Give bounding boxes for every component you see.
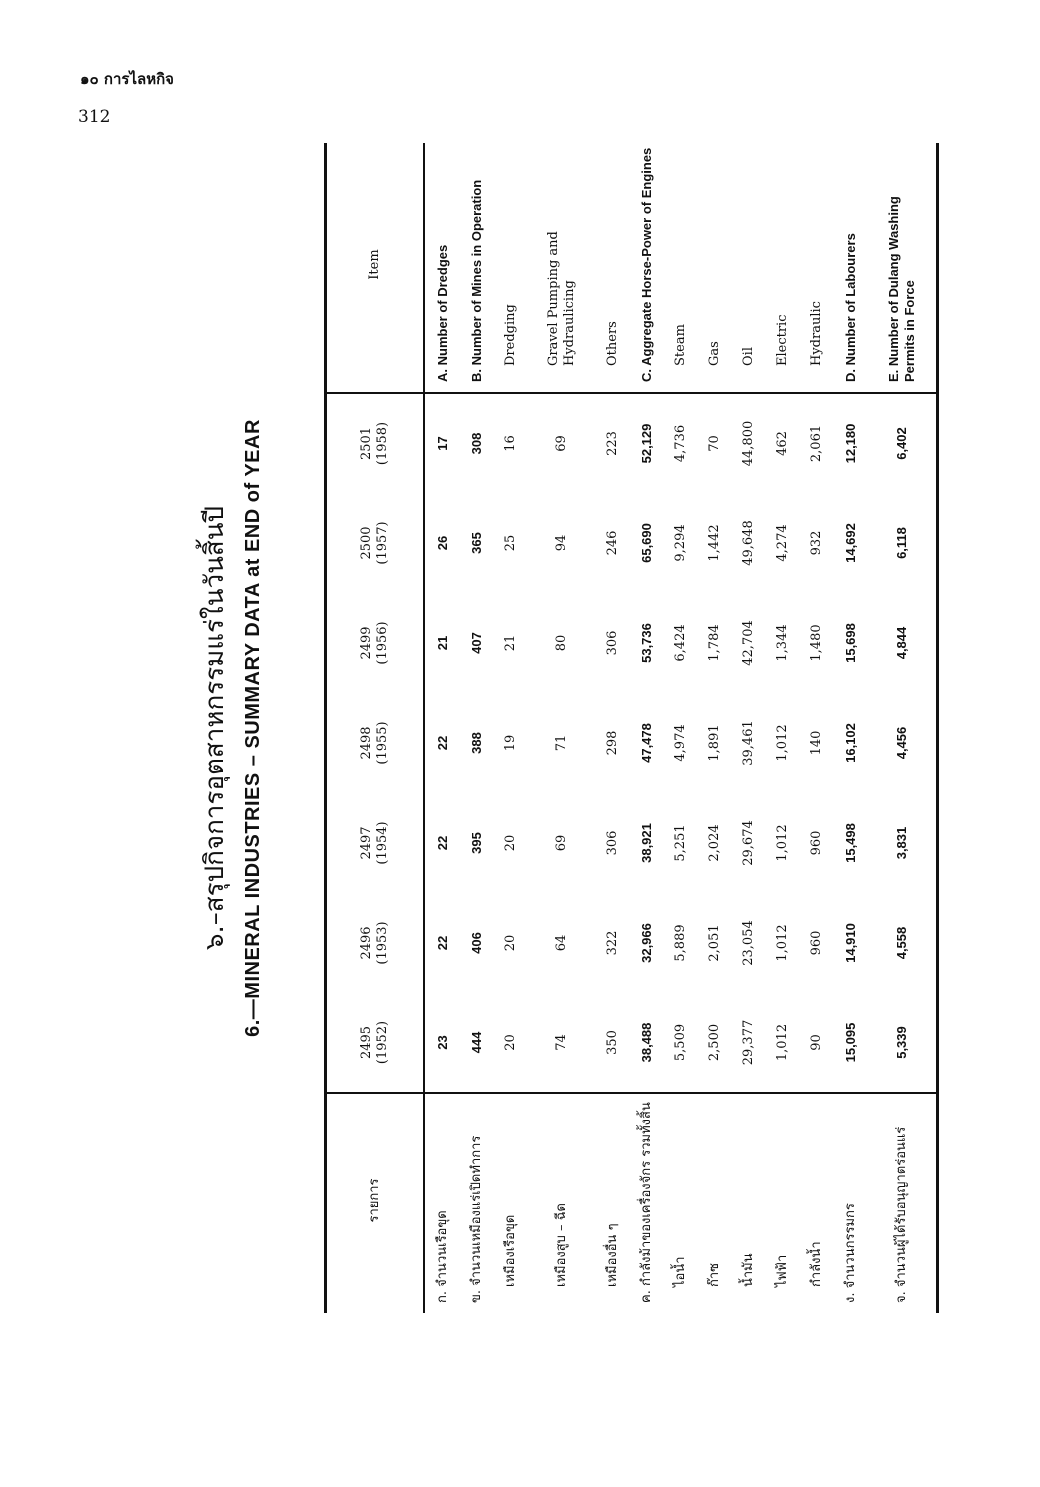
year-be: 2497 (359, 826, 374, 860)
header-year-1958 (327, 393, 424, 493)
table-cell: 1,012 (774, 724, 790, 762)
table-cell: 1,891 (706, 724, 722, 762)
table-cell: 23,054 (740, 920, 756, 966)
table-cell: 3,831 (893, 826, 909, 860)
row-label-english: C. Aggregate Horse-Power of Engines (630, 143, 664, 393)
table-cell: 4,974 (673, 724, 688, 762)
table-cell: 65,690 (639, 523, 655, 563)
table-row (424, 143, 460, 1313)
table-cell: 74 (554, 1034, 570, 1051)
table-cell: 69 (554, 834, 570, 852)
row-label-english: D. Number of Labourers (834, 143, 868, 393)
row-label-thai: ข. จำนวนเหมืองแร่เปิดทำการ (460, 1093, 494, 1313)
table-row (460, 143, 494, 1313)
table-cell: 9,294 (673, 524, 688, 562)
table-cell: 2,500 (706, 1023, 722, 1062)
row-label-english: Steam (664, 143, 698, 393)
row-label-thai: น้ำมัน (732, 1093, 766, 1313)
table-cell: 308 (469, 432, 485, 455)
table-cell: 1,012 (774, 824, 790, 862)
year-ad: (1953) (375, 921, 390, 965)
table-cell: 80 (554, 634, 570, 652)
table-cell: 5,509 (673, 1023, 688, 1062)
table-cell: 22 (434, 935, 450, 951)
table-row (664, 143, 698, 1313)
header-year-1952 (327, 993, 424, 1093)
row-label-thai: ไฟฟ้า (766, 1093, 800, 1313)
table-cell: 15,498 (842, 823, 858, 863)
year-be: 2500 (359, 526, 374, 560)
table-cell: 64 (554, 934, 570, 952)
table-cell: 407 (469, 632, 485, 654)
header-english: Item (327, 143, 424, 393)
year-be: 2499 (359, 626, 374, 660)
table-cell: 71 (554, 734, 570, 752)
table-cell: 444 (469, 1031, 485, 1054)
row-label-thai: ก๊าซ (698, 1093, 732, 1313)
table-cell: 47,478 (639, 723, 655, 763)
row-label-english: Others (596, 143, 630, 393)
header-year-1957 (327, 493, 424, 593)
row-label-thai: ค. กำลังม้าของเครื่องจักร รวมทั้งสิ้น (630, 1093, 664, 1313)
table-cell: 5,251 (673, 824, 688, 862)
table-cell: 462 (774, 431, 790, 456)
table-cell: 29,674 (740, 820, 756, 866)
table-cell: 223 (605, 431, 621, 456)
summary-table (324, 143, 939, 1313)
row-label-english: A. Number of Dredges (424, 143, 460, 393)
table-cell: 388 (469, 732, 485, 754)
table-cell: 14,692 (842, 523, 858, 563)
table-cell: 20 (503, 834, 519, 852)
row-label-thai: เหมืองสูบ – ฉีด (528, 1093, 596, 1313)
table-cell: 306 (605, 830, 621, 856)
year-ad: (1955) (375, 721, 390, 765)
table-cell: 53,736 (639, 623, 655, 663)
table-cell: 4,736 (673, 424, 688, 463)
table-header-row (327, 143, 424, 1313)
year-ad: (1958) (375, 421, 390, 466)
row-label-thai: ก. จำนวนเรือขุด (424, 1093, 460, 1313)
table-cell: 4,844 (893, 626, 909, 660)
title-thai: ๖.–สรุปกิจการอุตสาหกรรมแร่ในวันสิ้นปี (200, 505, 230, 951)
table-cell: 395 (469, 832, 485, 854)
table-cell: 140 (808, 730, 824, 756)
table-cell: 15,698 (842, 623, 858, 663)
year-ad: (1957) (375, 521, 390, 565)
table-cell: 16,102 (842, 723, 858, 763)
table-row (596, 143, 630, 1313)
table-cell: 6,424 (673, 624, 688, 662)
table-cell: 39,461 (740, 720, 756, 766)
table-cell: 25 (503, 534, 519, 552)
row-label-thai: ง. จำนวนกรรมกร (834, 1093, 868, 1313)
year-be: 2501 (359, 426, 374, 461)
table-cell: 69 (554, 435, 570, 452)
table-row (800, 143, 834, 1313)
table-cell: 932 (808, 530, 824, 556)
year-be: 2495 (359, 1025, 374, 1060)
row-label-thai: เหมืองเรือขุด (494, 1093, 528, 1313)
table-cell: 52,129 (639, 423, 655, 464)
table-cell: 2,061 (808, 424, 824, 463)
table-cell: 6,118 (893, 527, 909, 559)
year-ad: (1954) (375, 821, 390, 865)
row-label-english: Gravel Pumping and Hydraulicing (528, 143, 596, 393)
table-row (528, 143, 596, 1313)
header-year-1955 (327, 693, 424, 793)
title-english: 6.—MINERAL INDUSTRIES – SUMMARY DATA at END of YEAR (242, 419, 264, 1037)
table-row (630, 143, 664, 1313)
table-cell: 4,558 (893, 926, 909, 960)
row-label-thai: จ. จำนวนผู้ได้รับอนุญาตร่อนแร่ (868, 1093, 936, 1313)
header-year-1956 (327, 593, 424, 693)
table-cell: 38,921 (639, 823, 655, 863)
table-row (766, 143, 800, 1313)
row-label-thai: กำลังน้ำ (800, 1093, 834, 1313)
table-cell: 5,339 (893, 1026, 909, 1059)
row-label-english: Gas (698, 143, 732, 393)
header-thai: รายการ (327, 1093, 424, 1313)
table-row (494, 143, 528, 1313)
row-label-english: Oil (732, 143, 766, 393)
table-row (698, 143, 732, 1313)
table-cell: 1,012 (774, 1023, 790, 1062)
table-cell: 4,274 (774, 524, 790, 562)
table-cell: 306 (605, 630, 621, 656)
table-cell: 49,648 (740, 520, 756, 566)
table-cell: 5,889 (673, 924, 688, 962)
table-cell: 1,480 (808, 624, 824, 662)
table-body (424, 143, 936, 1313)
table-cell: 14,910 (842, 923, 858, 963)
table-cell: 20 (503, 934, 519, 952)
table-cell: 17 (434, 436, 450, 451)
table-cell: 350 (605, 1030, 621, 1055)
table-cell: 94 (554, 534, 570, 552)
year-be: 2496 (359, 926, 374, 960)
table-cell: 90 (808, 1034, 824, 1051)
table-cell: 16 (503, 435, 519, 452)
table-cell: 322 (605, 930, 621, 956)
year-ad: (1956) (375, 621, 390, 665)
table-cell: 21 (434, 635, 450, 651)
header-year-1953 (327, 893, 424, 993)
header-year-1954 (327, 793, 424, 893)
table-cell: 960 (808, 930, 824, 956)
table-cell: 29,377 (740, 1019, 756, 1066)
table-cell: 1,012 (774, 924, 790, 962)
year-be: 2498 (359, 726, 374, 760)
row-label-english: E. Number of Dulang Washing Permits in Force (868, 143, 936, 393)
table-cell: 38,488 (639, 1022, 655, 1063)
table-row (834, 143, 868, 1313)
table-cell: 2,024 (706, 824, 722, 862)
page-number: 312 (78, 107, 111, 127)
table-row (732, 143, 766, 1313)
row-label-english: B. Number of Mines in Operation (460, 143, 494, 393)
table-cell: 42,704 (740, 620, 756, 666)
table-cell: 960 (808, 830, 824, 856)
table-cell: 26 (434, 535, 450, 551)
year-ad: (1952) (375, 1020, 390, 1065)
table-cell: 298 (605, 730, 621, 756)
table-cell: 23 (434, 1035, 450, 1050)
row-label-english: Dredging (494, 143, 528, 393)
table-cell: 21 (503, 634, 519, 652)
table-row (868, 143, 936, 1313)
row-label-english: Electric (766, 143, 800, 393)
table-cell: 6,402 (893, 427, 909, 460)
table-cell: 22 (434, 735, 450, 751)
page-header: ๑๐ การไลหกิจ (80, 70, 174, 88)
table-cell: 1,344 (774, 624, 790, 662)
table-cell: 2,051 (706, 924, 722, 962)
row-label-thai: ไอน้ำ (664, 1093, 698, 1313)
table-cell: 70 (706, 435, 722, 452)
table-cell: 406 (469, 932, 485, 954)
table-cell: 1,442 (706, 524, 722, 562)
rotated-table-block (184, 143, 939, 1313)
table-cell: 15,095 (842, 1022, 858, 1063)
table-cell: 20 (503, 1034, 519, 1051)
table-cell: 4,456 (893, 726, 909, 760)
table-cell: 246 (605, 530, 621, 556)
table-cell: 44,800 (740, 420, 756, 467)
table-cell: 1,784 (706, 624, 722, 662)
table-cell: 365 (469, 532, 485, 554)
row-label-thai: เหมืองอื่น ๆ (596, 1093, 630, 1313)
table-cell: 32,966 (639, 923, 655, 963)
table-cell: 22 (434, 835, 450, 851)
table-titles (184, 143, 324, 1313)
table-cell: 19 (503, 734, 519, 752)
row-label-english: Hydraulic (800, 143, 834, 393)
table-cell: 12,180 (842, 423, 858, 464)
